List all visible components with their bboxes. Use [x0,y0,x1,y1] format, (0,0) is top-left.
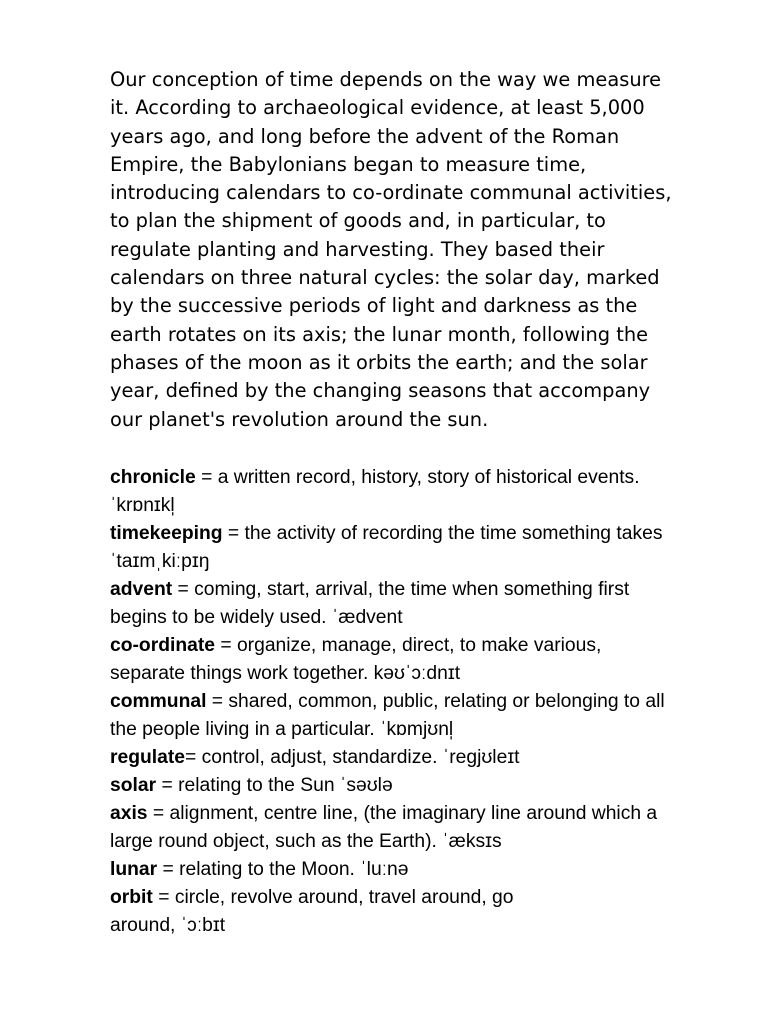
glossary-definition: = a written record, history, story of historical events. ˈkrɒnɪkl̩ [110,467,640,516]
glossary-definition: = control, adjust, standardize. ˈregjʊleɪt [185,747,520,768]
glossary-entry-co-ordinate [110,632,750,688]
glossary-entry-regulate [110,744,750,772]
glossary-term: regulate [110,747,186,768]
glossary-term: axis [110,803,148,824]
glossary-definition: = coming, start, arrival, the time when something first begins to be widely used. ˈædvent [110,579,630,628]
glossary-definition: = relating to the Moon. ˈluːnə [157,859,409,880]
glossary-definition: = relating to the Sun ˈsəʊlə [156,775,393,796]
glossary-definition: = alignment, centre line, (the imaginary line around which a large round object, such as the Earth). ˈæksɪs [110,803,658,852]
passage-paragraph: Our conception of time depends on the way we measure it. According to archaeological evidence, at least 5,000 years ago, and long before the advent of the Roman Empire, the Babylonians began to measure time, introducing calendars to co-ordinate communal activities, to plan the shipment of goods and, in particular, to regulate planting and harvesting. They based their calendars on three natural cycles: the solar day, marked by the successive periods of light and darkness as the earth rotates on its axis; the lunar month, following the phases of the moon as it orbits the earth; and the solar year, defined by the changing seasons that accompany our planet's revolution around the sun. [110,68,672,431]
glossary-term: lunar [110,859,158,880]
glossary-definition: = the activity of recording the time something takes ˈtaɪmˌkiːpɪŋ [110,523,663,572]
glossary-entry-lunar [110,856,750,884]
glossary-term: chronicle [110,467,196,488]
glossary-definition: = circle, revolve around, travel around, go around, ˈɔːbɪt [110,887,514,936]
glossary-term: timekeeping [110,523,223,544]
glossary-term: solar [110,775,157,796]
glossary-term: co-ordinate [110,635,215,656]
vocabulary-glossary [110,464,750,940]
glossary-entry-axis [110,800,750,856]
glossary-definition: = shared, common, public, relating or belonging to all the people living in a particular. ˈkɒmjʊnl̩ [110,691,665,740]
glossary-entry-orbit [110,884,750,940]
glossary-entry-chronicle [110,464,750,520]
glossary-entry-timekeeping [110,520,750,576]
glossary-entry-communal [110,688,750,744]
glossary-entry-advent [110,576,750,632]
glossary-term: advent [110,579,173,600]
glossary-term: orbit [110,887,153,908]
glossary-term: communal [110,691,207,712]
glossary-definition: = organize, manage, direct, to make various, separate things work together. kəʊˈɔːdnɪt [110,635,602,684]
glossary-entry-solar [110,772,750,800]
